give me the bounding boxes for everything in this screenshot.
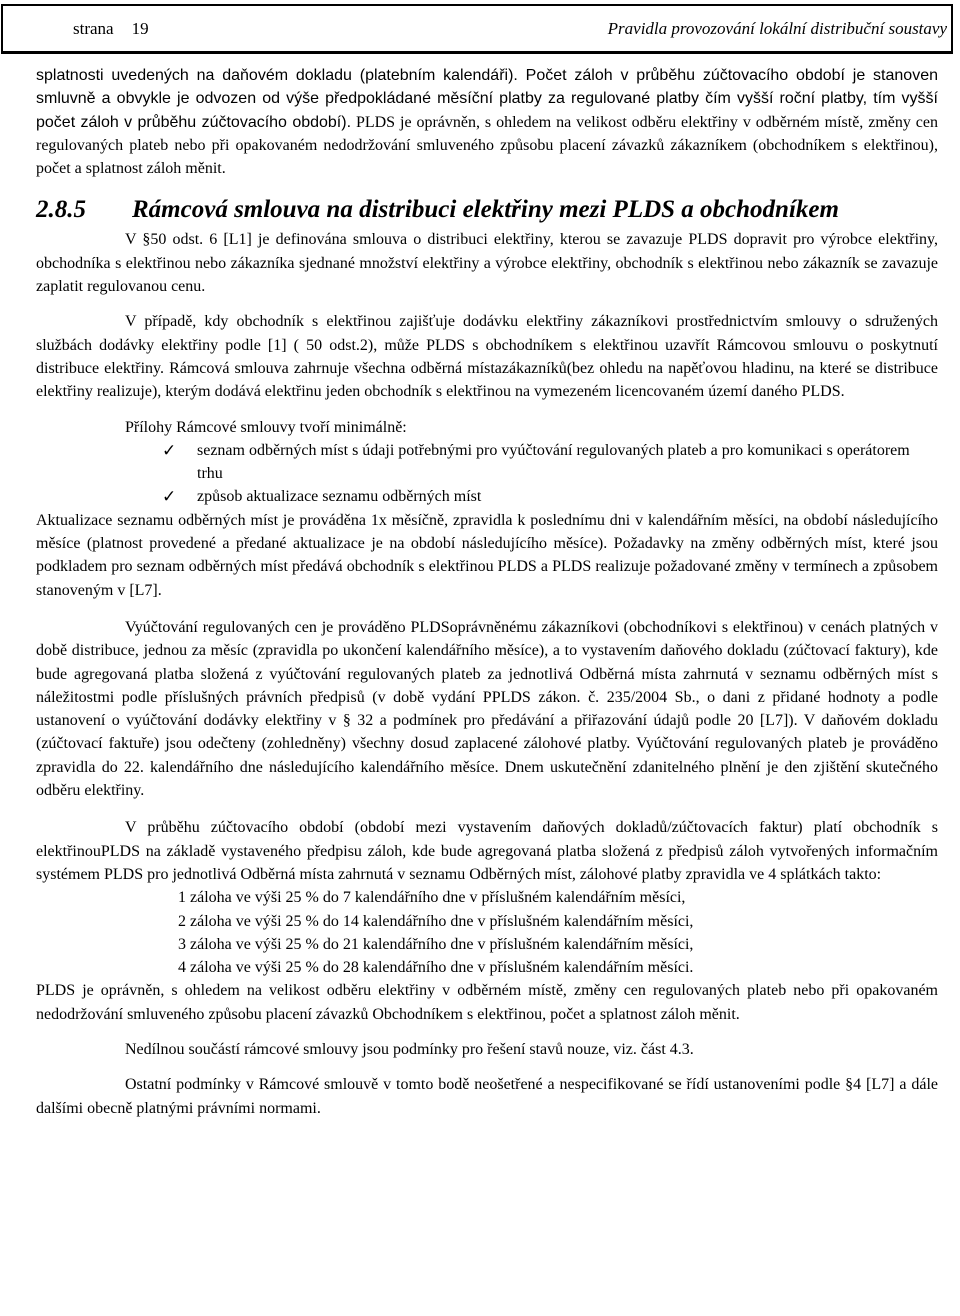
- section-title: Rámcová smlouva na distribuci elektřiny mezi PLDS a obchodníkem: [132, 196, 839, 224]
- check-icon: ✓: [162, 487, 177, 507]
- page-body: [36, 64, 938, 1120]
- document-title: Pravidla provozování lokální distribuční soustavy: [607, 19, 947, 38]
- paragraph-advances: [36, 64, 938, 180]
- list-item: [36, 439, 938, 486]
- paragraph-plds-rights: PLDS je oprávněn, s ohledem na velikost odběru elektřiny v odběrném místě, změny cen regulovaných plateb nebo při opakovaném nedodržování smluveného způsobu placení závazků Obchodníkem s elektřinou, počet a splatnost záloh měnit.: [36, 982, 938, 1023]
- attachments-intro: Přílohy Rámcové smlouvy tvoří minimálně:: [125, 418, 407, 436]
- section-number: 2.8.5: [36, 196, 86, 224]
- page-label: strana: [73, 19, 114, 38]
- attachment-text: seznam odběrných míst s údaji potřebnými pro vyúčtování regulovaných plateb a pro komunikaci s operátorem trhu: [197, 441, 910, 483]
- list-item: 3 záloha ve výši 25 % do 21 kalendářního dne v příslušném kalendářním měsíci,: [178, 935, 694, 953]
- list-item: 1 záloha ve výši 25 % do 7 kalendářního dne v příslušném kalendářním měsíci,: [178, 889, 686, 907]
- installments-list: [178, 886, 938, 979]
- list-item: 4 záloha ve výši 25 % do 28 kalendářního dne v příslušném kalendářním měsíci.: [178, 959, 694, 977]
- list-item: [36, 485, 938, 508]
- paragraph-installments: V průběhu zúčtovacího období (období mezi vystavením daňových dokladů/zúčtovacích faktur) platí obchodník s elektřinouPLDS na základě vystaveného předpisu záloh, kde bude agregovaná platba složená z předpisů záloh vytvořených informačním systémem PLDS pro jednotlivá Odběrná místa zahrnutá v seznamu Odběrných míst, zálohové platby zpravidla ve 4 splátkách takto:: [36, 819, 938, 883]
- paragraph-framework: V případě, kdy obchodník s elektřinou zajišťuje dodávku elektřiny zákazníkovi prostřednictvím smlouvy o sdružených službách dodávky elektřiny podle [1] ( 50 odst.2), může PLDS s obchodníkem s elektřinou uzavřít Rámcovou smlouvu o poskytnutí distribuce elektřiny. Rámcová smlouva zahrnuje všechna odběrná místazákazníků(bez ohledu na napěťovou hladinu, na které se distribuce elektřiny realizuje), kterým dodává elektřinu jeden obchodník s elektřinou na vymezeném licencovaném území daného PLDS.: [36, 313, 938, 401]
- paragraph-other-conditions: Ostatní podmínky v Rámcové smlouvě v tomto bodě neošetřené a nespecifikované se řídí ustanoveními podle §4 [L7] a dále dalšími obecně platnými právními normami.: [36, 1076, 938, 1117]
- page-number: 19: [131, 19, 149, 38]
- attachment-text: způsob aktualizace seznamu odběrných míst: [197, 488, 482, 506]
- page-number-label: [73, 19, 149, 39]
- section-heading: [36, 196, 938, 224]
- paragraph-advances-sans: splatnosti uvedených na daňovém dokladu (platebním kalendáři). Počet záloh v průběhu zúčtovacího období je stanoven smluvně a obvykle je odvozen od výše předpokládané měsíční platby za regulované platby čím vyšší roční platby, tím vyšší počet záloh v průběhu zúčtovacího období).: [36, 67, 938, 131]
- list-item: 2 záloha ve výši 25 % do 14 kalendářního dne v příslušném kalendářním měsíci,: [178, 912, 694, 930]
- paragraph-advances-serif: PLDS je oprávněn, s ohledem na velikost odběru elektřiny v odběrném místě, změny cen regulovaných plateb nebo při opakovaném nedodržování smluveného způsobu placení závazků zákazníkem (obchodníkem s elektřinou), počet a splatnost záloh měnit.: [36, 113, 938, 178]
- page-header: [1, 4, 953, 54]
- paragraph-billing: Vyúčtování regulovaných cen je prováděno PLDSoprávněnému zákazníkovi (obchodníkovi s elektřinou) v cenách platných v době distribuce, jednou za měsíc (zpravidla po ukončení kalendářního měsíce), a to vystavením daňového dokladu (zúčtovací faktury), kde bude agregovaná platba složená z vyúčtování regulovaných plateb za jednotlivá Odběrná místa zahrnutá v seznamu odběrných míst s náležitostmi podle příslušných právních předpisů (v době vydání PPLDS zákon. č. 235/2004 Sb., o dani z přidané hodnoty a podle ustanovení o vyúčtování dodávky elektřiny v § 32 a podmínek pro předávání a přiřazování údajů podle 20 [L7]). V daňovém dokladu (zúčtovací faktuře) jsou odečteny (zohledněny) všechny dosud zaplacené zálohové platby. Vyúčtování regulovaných plateb je prováděno zpravidla do 22. kalendářního dne následujícího kalendářního měsíce. Dnem uskutečnění zdanitelného plnění je den zjištění skutečného odběru elektřiny.: [36, 618, 938, 800]
- attachments-list: [36, 439, 938, 509]
- check-icon: ✓: [162, 440, 177, 460]
- paragraph-update: Aktualizace seznamu odběrných míst je prováděna 1x měsíčně, zpravidla k poslednímu dni v kalendářním měsíci, na období následujícího měsíce (platnost provedené a předané aktualizace je na období následujícího měsíce). Požadavky na změny odběrných míst, které jsou podkladem pro seznam odběrných míst předává obchodník s elektřinou PLDS a PLDS realizuje požadované změny v termínech a způsobem stanoveným v [L7].: [36, 511, 938, 599]
- paragraph-definition: V §50 odst. 6 [L1] je definována smlouva o distribuci elektřiny, kterou se zavazuje PLDS dopravit pro výrobce elektřiny, obchodníka s elektřinou nebo zákazníka sjednané množství elektřiny a výrobce elektřiny, obchodník s elektřinou nebo zákazník se zavazuje zaplatit regulovanou cenu.: [36, 231, 938, 296]
- paragraph-emergency: Nedílnou součástí rámcové smlouvy jsou podmínky pro řešení stavů nouze, viz. část 4.3.: [125, 1040, 694, 1058]
